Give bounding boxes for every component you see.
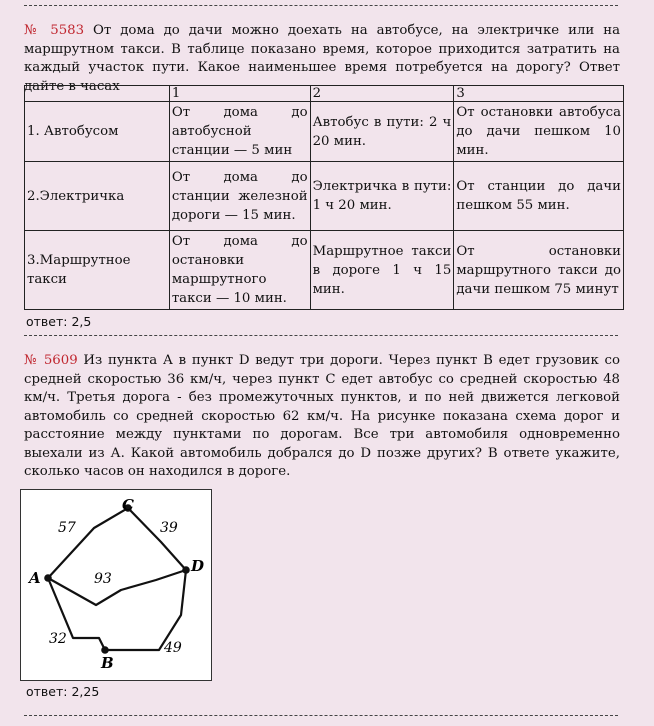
table-cell: 1. Автобусом [25,102,170,162]
problem-1-number: № 5583 [24,23,85,38]
table-row [25,162,624,231]
separator [24,715,618,716]
distance-label: 93 [94,571,112,587]
time-table [24,85,624,310]
table-row [25,102,624,162]
table-cell: От дома до автобусной станции — 5 мин [169,102,310,162]
problem-2-text: Из пункта А в пункт D ведут три дороги. Через пункт В едет грузовик со средней скоростью 36 км/ч, через пункт С едет автобус со средней скоростью 48 км/ч. Третья дорога - без промежуточных пунктов, и по ней движется легковой автомобиль со средней скоростью 62 км/ч. На рисунке показана схема дорог и расстояние между пунктами по дорогам. Все три автомобиля одновременно выехали из А. Какой автомобиль добрался до D позже других? В ответе укажите, сколько часов он находился в дороге. [24,353,621,479]
table-cell: От дома до остановки маршрутного такси — 10 мин. [169,231,310,310]
problem-1-text: От дома до дачи можно доехать на автобусе, на электричке или на маршрутном такси. В таблице показано время, которое приходится затратить на каждый участок пути. Какое наименьшее время потребуется на дорогу? Ответ дайте в часах [24,23,620,94]
table-cell: От остановки автобуса до дачи пешком 10 мин. [454,102,624,162]
table-cell: 3.Маршрутное такси [25,231,170,310]
separator [24,335,618,336]
problem-2-statement [24,352,620,482]
road-direct [48,570,186,605]
road-via-c [48,508,186,578]
table-header-row [25,86,624,102]
distance-label: 32 [49,631,67,647]
table-row [25,231,624,310]
separator [24,5,618,6]
problem-2-answer: ответ: 2,25 [26,684,100,699]
table-cell: Маршрутное такси в дороге 1 ч 15 мин. [310,231,454,310]
table-cell: От дома до станции железной дороги — 15 мин. [169,162,310,231]
point-a-dot [44,574,52,582]
label-point-c: C [122,496,134,514]
point-d-dot [182,566,190,574]
label-point-a: A [29,569,41,587]
point-b-dot [101,646,109,654]
road-diagram [20,489,212,681]
problem-1-answer: ответ: 2,5 [26,314,92,329]
label-point-b: B [101,654,114,672]
table-cell: Автобус в пути: 2 ч 20 мин. [310,102,454,162]
distance-label: 49 [164,640,182,656]
header-cell: 2 [310,86,454,102]
table-cell: От станции до дачи пешком 55 мин. [454,162,624,231]
road-via-b [48,570,186,650]
distance-label: 57 [58,520,76,536]
table-cell: От остановки маршрутного такси до дачи пешком 75 минут [454,231,624,310]
header-cell: 3 [454,86,624,102]
label-point-d: D [191,557,205,575]
header-cell [25,86,170,102]
header-cell: 1 [169,86,310,102]
table-cell: 2.Электричка [25,162,170,231]
table-cell: Электричка в пути: 1 ч 20 мин. [310,162,454,231]
distance-label: 39 [160,520,178,536]
problem-2-number: № 5609 [24,353,78,368]
road-diagram-svg [21,490,211,680]
